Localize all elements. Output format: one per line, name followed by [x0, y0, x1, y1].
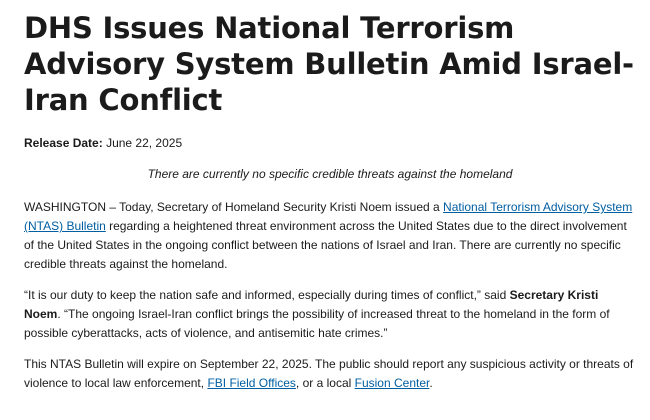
- paragraph-expiration: [24, 355, 636, 393]
- release-date-value: June 22, 2025: [106, 136, 183, 150]
- paragraph-text: “It is our duty to keep the nation safe and informed, especially during times of conflict,” said: [24, 288, 510, 302]
- speaker-name: Secretary Kristi Noem: [24, 288, 599, 321]
- paragraph-text: This NTAS Bulletin will expire on September 22, 2025. The public should report any suspicious activity or threats of violence to local law enforcement,: [24, 357, 634, 390]
- paragraph-quote: [24, 286, 636, 343]
- article-subtitle: There are currently no specific credible threats against the homeland: [147, 167, 513, 181]
- fbi-field-offices-link[interactable]: FBI Field Offices: [207, 376, 296, 390]
- paragraph-text: WASHINGTON – Today, Secretary of Homeland Security Kristi Noem issued a: [24, 200, 444, 214]
- paragraph-text: regarding a heightened threat environment across the United States due to the direct involvement of the United States in the ongoing conflict between the nations of Israel and Iran. There are currently no specific credible threats against the homeland.: [24, 219, 627, 271]
- page-title: DHS Issues National Terrorism Advisory System Bulletin Amid Israel-Iran Conflict: [24, 11, 634, 117]
- release-date-line: [24, 135, 636, 151]
- paragraph-washington: [24, 198, 636, 274]
- paragraph-text: . “The ongoing Israel-Iran conflict brings the possibility of increased threat to the homeland in the form of possible cyberattacks, acts of violence, and antisemitic hate crimes.”: [24, 307, 610, 340]
- fusion-center-link[interactable]: Fusion Center: [354, 376, 430, 390]
- paragraph-text: .: [429, 376, 433, 390]
- paragraph-text: , or a local: [295, 376, 355, 390]
- ntas-bulletin-link[interactable]: National Terrorism Advisory System (NTAS) Bulletin: [24, 200, 633, 233]
- release-date-label: Release Date:: [24, 136, 103, 150]
- press-release-article: [24, 10, 636, 393]
